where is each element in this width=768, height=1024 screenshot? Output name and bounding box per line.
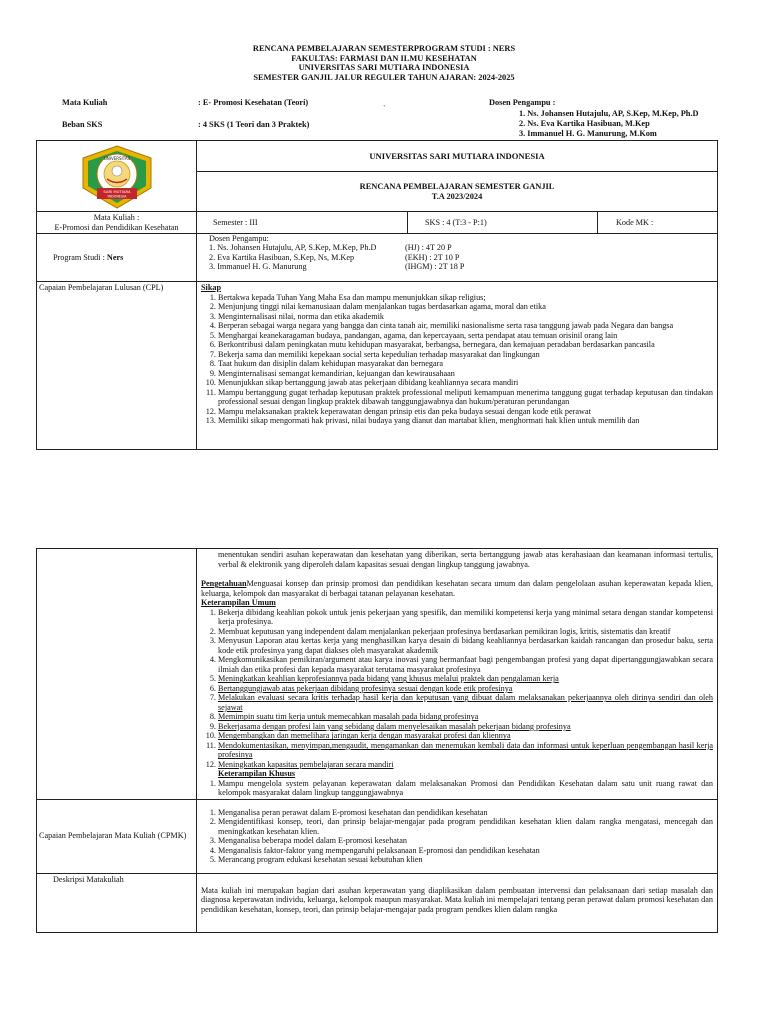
dosen-item: 2. Ns. Eva Kartika Hasibuan, M.Kep — [519, 119, 650, 129]
list-item: 10. Mengembangkan dan memelihara jaringan kerja dengan masyarakat profesi dan kliennya — [218, 731, 713, 741]
list-item: 10. Menunjukkan sikap bertanggung jawab atas pekerjaan dibidang keahliannya secara mandiri — [218, 378, 713, 388]
beban-sks-value: : 4 SKS (1 Teori dan 3 Praktek) — [198, 120, 310, 129]
logo-band-line1: SARI MUTIARA — [102, 189, 131, 194]
cpmk-label: Capaian Pembelajaran Mata Kuliah (CPMK) — [37, 799, 197, 873]
list-item: 5. Merancang program edukasi kesehatan sesuai kebutuhan klien — [218, 855, 713, 865]
dosen-box-label: Dosen Pengampu: — [209, 234, 269, 243]
dosen-row — [209, 243, 705, 252]
keterampilan-umum-title: Keterampilan Umum — [201, 598, 276, 608]
list-item: 3. Menganalisa beberapa model dalam E-promosi kesehatan — [218, 836, 713, 846]
dosen-pengampu-label: Dosen Pengampu : — [489, 98, 556, 107]
rps-title-cell — [197, 172, 718, 212]
dosen-name: 1. Ns. Johansen Hutajulu, AP, S.Kep, M.Kep, Ph.D — [209, 243, 377, 253]
header-line-1: RENCANA PEMBELAJARAN SEMESTERPROGRAM STUDI : NERS — [252, 44, 516, 53]
list-item: 4. Menganalisis faktor-faktor yang mempengaruhi pelaksanaan E-promosi dan pendidikan kesehatan — [218, 846, 713, 856]
list-item: 1. Bertakwa kepada Tuhan Yang Maha Esa dan mampu menunjukkan sikap religius; — [218, 293, 713, 303]
beban-sks-label: Beban SKS — [62, 120, 103, 129]
list-item: 3. Menyusun Laporan atau kertas kerja yang menghasilkan karya desain di bidang keahliannya berdasarkan kaidah rancangan dan prosedur baku, serta kode etik profesinya yang dapat diakses oleh masyarakat akademik — [218, 636, 713, 655]
list-item: 2. Mengidentifikasi konsep, teori, dan prinsip belajar-mengajar pada program pendidikan kesehatan klien dalam rangka mengatasi, mencegah dan meningkatkan kesehatan klien. — [218, 817, 713, 836]
list-item: 5. Meningkatkan keahlian keprofesiannya pada bidang yang khusus melalui praktek dan pengalaman kerja — [218, 674, 713, 684]
sks: SKS : 4 (T:3 - P:1) — [408, 212, 598, 234]
list-item: 11. Mendokumentasikan, menyimpan,mengaudit, mengamankan dan menemukan kembali data dan informasi untuk keperluan pengembangan hasil kerja profesinya — [218, 741, 713, 760]
mata-kuliah-box-label: Mata Kuliah : — [93, 213, 140, 223]
header-line-4: SEMESTER GANJIL JALUR REGULER TAHUN AJARAN: 2024-2025 — [253, 72, 515, 82]
sikap-13-continued: menentukan sendiri asuhan keperawatan dan kesehatan yang diberikan, serta bertanggung jawab atas kerahasiaan dan keamanan informasi tertulis, verbal & elektronik yang diperoleh dalam kapasitas sesuai dengan lingkup tanggung jawabnya. — [218, 550, 713, 569]
mata-kuliah-box-value: E-Promosi dan Pendidikan Kesehatan — [54, 222, 179, 232]
list-item: 8. Taat hukum dan disiplin dalam kehidupan masyarakat dan bernegara — [218, 359, 713, 369]
logo-cell — [37, 141, 197, 212]
pengetahuan-text: Menguasai konsep dan prinsip promosi dan pendidikan kesehatan secara umum dan dalam pengelolaan asuhan keperawatan kepada klien, keluarga, kelompok dan masyarakat di berbagai tatanan pelayanan kesehatan. — [201, 579, 713, 598]
list-item: 1. Mampu mengelola system pelayanan keperawatan dalam melaksanakan Promosi dan Pendidikan Kesehatan dalam satu unit ruang rawat dan kelompok masyarakat dalam lingkup tanggungjawabnya — [218, 779, 713, 798]
list-item: 1. Bekerja dibidang keahlian pokok untuk jenis pekerjaan yang spesifik, dan memiliki kompetensi kerja yang minimal setara dengan standar kompetensi kerja profesinya. — [218, 608, 713, 627]
rps-title: RENCANA PEMBELAJARAN SEMESTER GANJIL — [359, 181, 555, 191]
dosen-row — [209, 262, 705, 271]
program-studi-cell — [37, 234, 197, 282]
list-item: 9. Menginternalisasi semangat kemandirian, kejuangan dan kewirausahaan — [218, 369, 713, 379]
list-item: 4. Berperan sebagai warga negara yang bangga dan cinta tanah air, memiliki nasionalisme serta rasa tanggung jawab pada Negara dan bangsa — [218, 321, 713, 331]
cpmk-content — [197, 799, 718, 873]
program-studi-label: Program Studi : — [53, 252, 107, 262]
list-item: 6. Bertanggungjawab atas pekerjaan dibidang profesinya sesuai dengan kode etik profesinya — [218, 684, 713, 694]
university-logo-icon — [77, 144, 157, 210]
mata-kuliah-cell — [37, 212, 197, 234]
list-item: 2. Membuat keputusan yang independent dalam menjalankan pekerjaan profesinya berdasarkan pemikiran logis, kritis, sistematis dan kreatif — [218, 627, 713, 637]
deskripsi-label: Deskripsi Matakuliah — [37, 873, 197, 932]
cpmk-list — [201, 808, 713, 865]
mata-kuliah-value: : E- Promosi Kesehatan (Teori) — [198, 98, 309, 107]
cpl-continued-label-cell — [37, 549, 197, 800]
pengetahuan-title: Pengetahuan — [201, 579, 247, 589]
dosen-item: 1. Ns. Johansen Hutajulu, AP, S.Kep, M.Kep, Ph.D — [519, 109, 699, 118]
keterampilan-umum-list — [201, 608, 713, 770]
dosen-load: (HJ) : 4T 20 P — [405, 243, 452, 253]
dosen-name: 3. Immanuel H. G. Manurung — [209, 262, 307, 272]
list-item: 8. Memimpin suatu tim kerja untuk memecahkan masalah pada bidang profesinya — [218, 712, 713, 722]
rps-table-page-1 — [36, 140, 718, 450]
list-item: 3. Menginternalisasi nilai, norma dan etika akademik — [218, 312, 713, 322]
header-line-3: UNIVERSITAS SARI MUTIARA INDONESIA — [298, 63, 470, 73]
cpl-label: Capaian Pembelajaran Lulusan (CPL) — [37, 282, 197, 450]
header-line-2: FAKULTAS: FARMASI DAN ILMU KESEHATAN — [291, 53, 477, 63]
list-item: 6. Berkontribusi dalam peningkatan mutu kehidupan masyarakat, berbangsa, bernegara, dan kemajuan peradaban berdasarkan pancasila — [218, 340, 713, 350]
deskripsi-text: Mata kuliah ini merupakan bagian dari asuhan keperawatan yang diaplikasikan dalam pembuatan intervensi dan pelaksanaan dari setiap masalah dan diagnosa keperawatan individu, keluarga, kelompok maupun masyarakat. Mata kuliah ini mempelajari tentang peran perawat dalam promosi kesehatan dan pendidikan kesehatan, konsep, teori, dan prinsip belajar-mengajar pada program pendkes klien dalam rangka — [197, 873, 718, 932]
list-item: 7. Bekerja sama dan memiliki kepekaan social serta kepedulian terhadap masyarakat dan lingkungan — [218, 350, 713, 360]
document-header — [0, 44, 768, 83]
list-item: 9. Bekerjasama dengan profesi lain yang sebidang dalam menyelesaikan masalah pekerjaan bidang profesinya — [218, 722, 713, 732]
logo-top-text: UNIVERSITAS — [103, 156, 130, 161]
mata-kuliah-label: Mata Kuliah — [62, 98, 108, 107]
sikap-title: Sikap — [201, 283, 222, 292]
university-name: UNIVERSITAS SARI MUTIARA INDONESIA — [197, 141, 718, 172]
list-item: 4. Mengkomunikasikan pemikiran/argument atau karya inovasi yang bermanfaat bagi pengembangan profesi yang dapat dipertanggungjawabkan secara ilmiah dan etika profesi dan kepada masyarakat terutama masyarakat profesinya — [218, 655, 713, 674]
program-studi-value: Ners — [106, 252, 124, 262]
dosen-load: (EKH) : 2T 10 P — [405, 252, 460, 262]
dosen-row — [209, 253, 705, 262]
list-item: 12. Meningkatkan kapasitas pembelajaran secara mandiri — [218, 760, 713, 770]
logo-band-line2: INDONESIA — [107, 194, 126, 199]
semester: Semester : III — [197, 212, 408, 234]
list-item: 11. Mampu bertanggung gugat terhadap keputusan praktek professional meliputi kemampuan menerima tanggung gugat terhadap keputusan dan tindakan professional sesuai dengan lingkup praktek dibawah tanggungjawabnya dan hukum/peraturan perundangan — [218, 388, 713, 407]
cpl-content — [197, 282, 718, 450]
list-item: 12. Mampu melaksanakan praktek keperawatan dengan prinsip etis dan peka budaya sesuai dengan kode etik perawat — [218, 407, 713, 417]
dosen-load: (IHGM) : 2T 18 P — [405, 262, 465, 272]
list-item: 7. Melakukan evaluasi secara kritis terhadap hasil kerja dan keputusan yang dibuat dalam melaksanakan pekerjaannya oleh dirinya sendiri dan oleh sejawat — [218, 693, 713, 712]
list-item: 13. Memiliki sikap mengormati hak privasi, nilai budaya yang dianut dan martabat klien, menghormati hak klien untuk memilih dan — [218, 416, 713, 426]
cpl-continued — [197, 549, 718, 800]
keterampilan-khusus-title: Keterampilan Khusus — [218, 769, 296, 779]
keterampilan-khusus-list — [201, 779, 713, 798]
sikap-list — [201, 293, 713, 426]
kode-mk: Kode MK : — [598, 212, 718, 234]
tahun-ajaran: T.A 2023/2024 — [431, 191, 483, 201]
stray-tick: ` — [383, 104, 386, 113]
dosen-name: 2. Eva Kartika Hasibuan, S.Kep, Ns, M.Kep — [209, 252, 355, 262]
list-item: 1. Menganalisa peran perawat dalam E-promosi kesehatan dan pendidikan kesehatan — [218, 808, 713, 818]
dosen-pengampu-cell — [197, 234, 718, 282]
list-item: 2. Menjunjung tinggi nilai kemanusiaan dalam menjalankan tugas berdasarkan agama, moral dan etika — [218, 302, 713, 312]
dosen-item: 3. Immanuel H. G. Manurung, M.Kom — [519, 129, 657, 139]
rps-table-page-2 — [36, 548, 718, 933]
dosen-list — [519, 109, 699, 139]
list-item: 5. Menghargai keanekaragaman budaya, pandangan, agama, dan kepercayaan, serta pendapat atau temuan orisinil orang lain — [218, 331, 713, 341]
pengetahuan-block — [201, 579, 713, 598]
